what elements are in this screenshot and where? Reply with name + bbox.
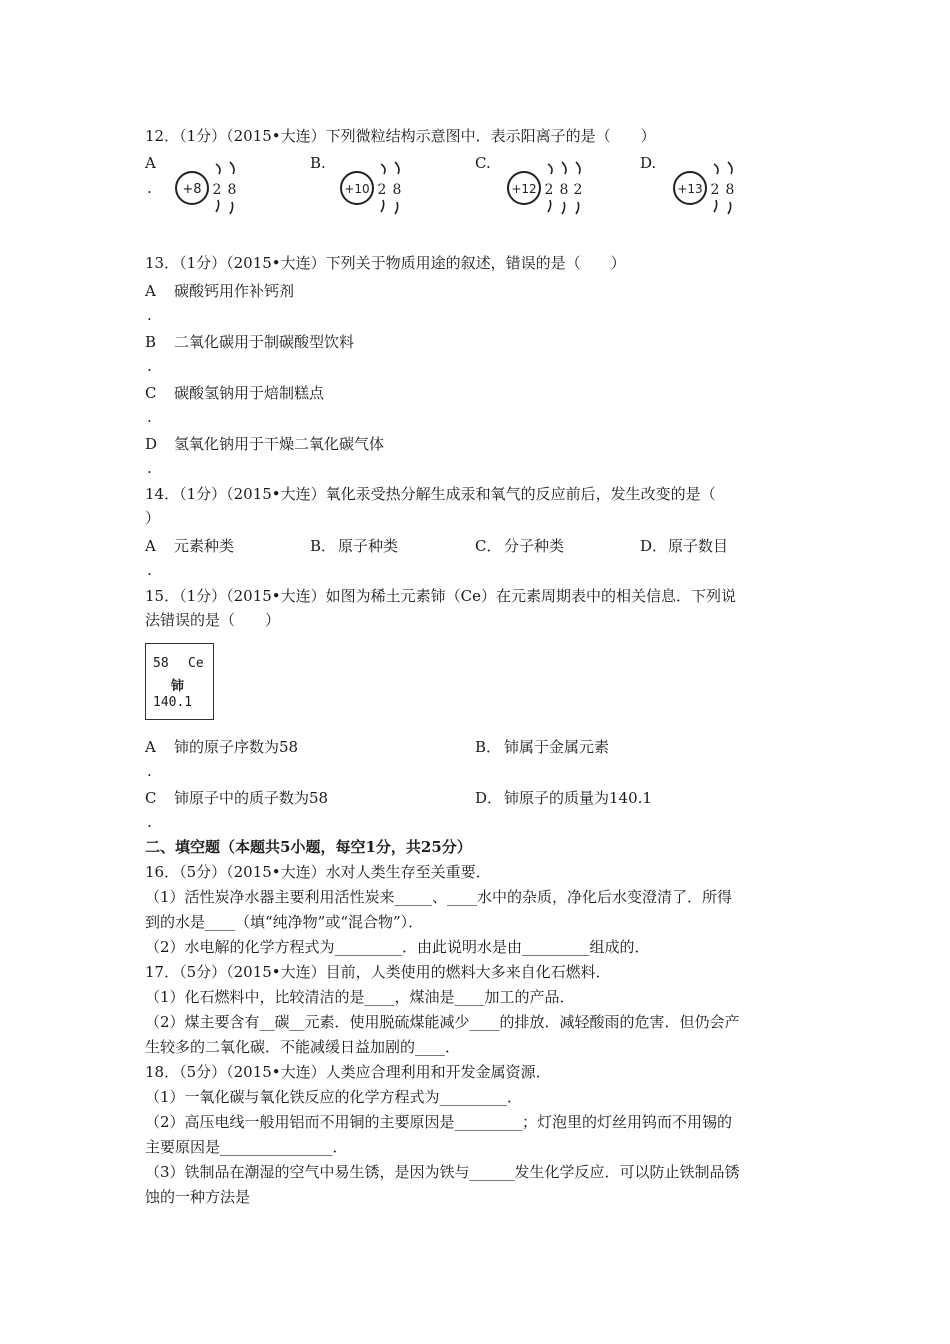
- q16-line: （1）活性炭净水器主要利用活性炭来_____、____水中的杂质，净化后水变澄清了．所得: [145, 888, 733, 906]
- q12-atom-diagram-c: [504, 160, 599, 220]
- q13-option-b-text: 二氧化碳用于制碳酸型饮料: [174, 333, 355, 351]
- q18-line: （2）高压电线一般用铝而不用铜的主要原因是_________；灯泡里的灯丝用钨而不用锡的: [145, 1113, 733, 1131]
- q17-line: （1）化石燃料中，比较清洁的是____，煤油是____加工的产品．: [145, 988, 575, 1006]
- q15-option-a-letter: A: [145, 738, 156, 756]
- q17-line: （2）煤主要含有__碳__元素．使用脱硫煤能减少____的排放．减轻酸雨的危害．但仍会产: [145, 1013, 740, 1031]
- q16-line: 到的水是____（填“纯净物”或“混合物”）．: [145, 913, 424, 931]
- q13-option-a-letter: A: [145, 282, 156, 300]
- atomic-number: 58: [153, 656, 169, 671]
- q13-option-d-text: 氢氧化钠用于干燥二氧化碳气体: [174, 435, 385, 453]
- q13-option-c-dot: .: [147, 408, 152, 426]
- q14-option-c-text: 分子种类: [504, 537, 565, 555]
- q13-option-a-text: 碳酸钙用作补钙剂: [174, 282, 295, 300]
- shell-electrons: 2: [377, 182, 387, 198]
- q15-option-b-text: 铈属于金属元素: [504, 738, 610, 756]
- q12-option-a-dot: .: [147, 179, 152, 197]
- q18-stem: 18．（5分）（2015•大连）人类应合理利用和开发金属资源．: [145, 1063, 551, 1081]
- q18-line: （1）一氧化碳与氧化铁反应的化学方程式为_________．: [145, 1088, 523, 1106]
- q14-option-a-letter: A: [145, 537, 156, 555]
- shell-electrons: 8: [227, 182, 237, 198]
- q13-option-c-text: 碳酸氢钠用于焙制糕点: [174, 384, 325, 402]
- q14-option-b-letter: B．: [310, 537, 337, 555]
- q13-option-d-dot: .: [147, 459, 152, 477]
- q18-line: （3）铁制品在潮湿的空气中易生锈，是因为铁与______发生化学反应．可以防止铁制品锈: [145, 1163, 740, 1181]
- q14-option-a-dot: .: [147, 561, 152, 579]
- q14-option-b-text: 原子种类: [338, 537, 399, 555]
- shell-electrons: 8: [392, 182, 402, 198]
- q12-atom-diagram-a: [172, 160, 252, 220]
- q13-option-b-dot: .: [147, 357, 152, 375]
- section-heading: 二、填空题（本题共5小题，每空1分，共25分）: [145, 838, 472, 856]
- q13-option-c-letter: C: [145, 384, 157, 402]
- q12-option-d-letter: D.: [640, 154, 657, 172]
- q13-option-b-letter: B: [145, 333, 157, 351]
- q14-option-d-text: 原子数目: [668, 537, 729, 555]
- shell-electrons: 2: [544, 182, 554, 198]
- element-name: 铈: [171, 679, 185, 694]
- q12-option-b-letter: B.: [310, 154, 326, 172]
- nucleus-charge: +13: [677, 182, 703, 196]
- q13-stem: 13．（1分）（2015•大连）下列关于物质用途的叙述，错误的是（ ）: [145, 254, 626, 272]
- q18-line: 主要原因是_______________．: [145, 1138, 348, 1156]
- q14-option-a-text: 元素种类: [174, 537, 235, 555]
- q12-option-a-letter: A: [145, 154, 156, 172]
- shell-electrons: 8: [559, 182, 569, 198]
- q15-option-a-text: 铈的原子序数为58: [174, 738, 299, 756]
- q13-option-d-letter: D: [145, 435, 158, 453]
- shell-electrons: 2: [710, 182, 720, 198]
- q15-option-c-letter: C: [145, 789, 157, 807]
- q15-stem-line2: 法错误的是（ ）: [145, 611, 281, 629]
- shell-electrons: 8: [725, 182, 735, 198]
- q15-option-d-letter: D．: [475, 789, 503, 807]
- q14-option-d-letter: D．: [640, 537, 668, 555]
- q13-option-a-dot: .: [147, 306, 152, 324]
- nucleus-charge: +8: [182, 182, 202, 197]
- q14-stem-line2: ）: [145, 509, 161, 527]
- q15-option-c-dot: .: [147, 813, 152, 831]
- q12-atom-diagram-b: [337, 160, 417, 220]
- element-symbol: Ce: [188, 656, 204, 671]
- q16-line: （2）水电解的化学方程式为_________．由此说明水是由_________组成的．: [145, 938, 650, 956]
- atomic-mass: 140.1: [153, 695, 193, 710]
- q15-stem-line1: 15．（1分）（2015•大连）如图为稀土元素铈（Ce）在元素周期表中的相关信息．下列说: [145, 587, 737, 605]
- nucleus-charge: +10: [344, 182, 370, 196]
- q17-line: 生较多的二氧化碳．不能减缓日益加剧的____．: [145, 1038, 461, 1056]
- q17-stem: 17．（5分）（2015•大连）目前，人类使用的燃料大多来自化石燃料．: [145, 963, 611, 981]
- q18-line: 蚀的一种方法是: [145, 1188, 251, 1206]
- q14-option-c-letter: C．: [475, 537, 502, 555]
- q15-option-a-dot: .: [147, 762, 152, 780]
- q15-option-c-text: 铈原子中的质子数为58: [174, 789, 329, 807]
- q15-option-d-text: 铈原子的质量为140.1: [504, 789, 652, 807]
- q12-stem: 12．（1分）（2015•大连）下列微粒结构示意图中．表示阳离子的是（ ）: [145, 127, 656, 145]
- q16-stem: 16．（5分）（2015•大连）水对人类生存至关重要．: [145, 863, 491, 881]
- q15-option-b-letter: B．: [475, 738, 502, 756]
- shell-electrons: 2: [573, 182, 583, 198]
- shell-electrons: 2: [212, 182, 222, 198]
- q14-stem-line1: 14．（1分）（2015•大连）氧化汞受热分解生成汞和氧气的反应前后，发生改变的是（: [145, 485, 716, 503]
- periodic-table-cell: [145, 643, 214, 720]
- nucleus-charge: +12: [511, 182, 537, 196]
- q12-atom-diagram-d: [670, 160, 750, 220]
- q12-option-c-letter: C.: [475, 154, 491, 172]
